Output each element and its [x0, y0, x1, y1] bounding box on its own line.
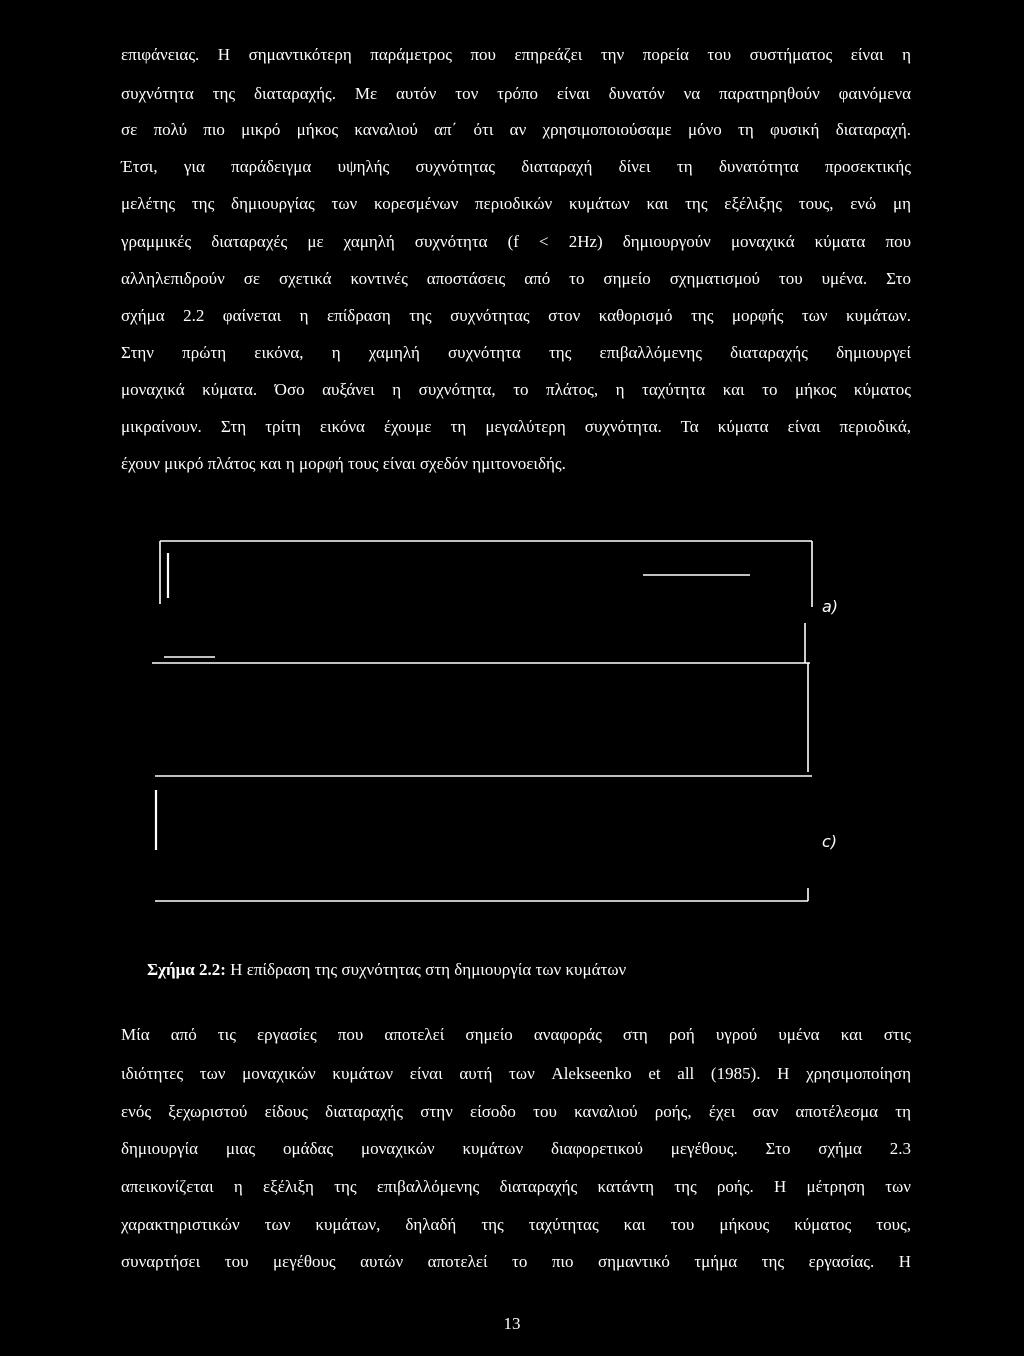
caption-label: Σχήμα 2.2:: [147, 960, 226, 979]
text-line: γραμμικές διαταραχές με χαμηλή συχνότητα (f < 2Hz) δημιουργούν μοναχικά κύματα που: [121, 232, 911, 251]
text-line: σχήμα 2.2 φαίνεται η επίδραση της συχνότητας στον καθορισμό της μορφής των κυμάτων.: [121, 306, 911, 325]
panel-b-trace: [152, 623, 812, 776]
figure-label-a: a): [822, 597, 839, 616]
text-line: συναρτήσει του μεγέθους αυτών αποτελεί το πιο σημαντικό τμήμα της εργασίας. Η: [121, 1252, 911, 1271]
text-line: μικραίνουν. Στη τρίτη εικόνα έχουμε τη μεγαλύτερη συχνότητα. Τα κύματα είναι περιοδικά,: [121, 417, 911, 436]
text-line: απεικονίζεται η εξέλιξη της επιβαλλόμενης διαταραχής κατάντη της ροής. Η μέτρηση των: [121, 1177, 911, 1196]
text-line: Μία από τις εργασίες που αποτελεί σημείο αναφοράς στη ροή υγρού υμένα και στις: [121, 1025, 911, 1044]
text-line: επιφάνειας. Η σημαντικότερη παράμετρος που επηρεάζει την πορεία του συστήματος είναι η: [121, 45, 911, 64]
text-line: μοναχικά κύματα. Όσο αυξάνει η συχνότητα, το πλάτος, η ταχύτητα και το μήκος κύματος: [121, 380, 911, 399]
text-line: σε πολύ πιο μικρό μήκος καναλιού απ΄ ότι αν χρησιμοποιούσαμε μόνο τη φυσική διαταραχή.: [121, 120, 911, 139]
text-line: χαρακτηριστικών των κυμάτων, δηλαδή της ταχύτητας και του μήκους κύματος τους,: [121, 1215, 911, 1234]
text-line: αλληλεπιδρούν σε σχετικά κοντινές αποστάσεις από το σημείο σχηματισμού του υμένα. Στο: [121, 269, 911, 288]
text-line: συχνότητα της διαταραχής. Με αυτόν τον τρόπο είναι δυνατόν να παρατηρηθούν φαινόμενα: [121, 84, 911, 103]
figure-caption: [147, 958, 626, 982]
text-line: δημιουργία μιας ομάδας μοναχικών κυμάτων διαφορετικού μεγέθους. Στο σχήμα 2.3: [121, 1139, 911, 1158]
caption-text: Η επίδραση της συχνότητας στη δημιουργία των κυμάτων: [225, 960, 627, 979]
text-line: ιδιότητες των μοναχικών κυμάτων είναι αυτή των Alekseenko et all (1985). Η χρησιμοποίηση: [121, 1064, 911, 1083]
panel-c-trace: [155, 790, 808, 901]
text-line: Στην πρώτη εικόνα, η χαμηλή συχνότητα της επιβαλλόμενης διαταραχής δημιουργεί: [121, 343, 911, 362]
text-line: μελέτης της δημιουργίας των κορεσμένων περιοδικών κυμάτων και της εξέλιξης τους, ενώ μη: [121, 194, 911, 213]
text-line: έχουν μικρό πλάτος και η μορφή τους είναι σχεδόν ημιτονοειδής.: [121, 454, 566, 473]
text-line: ενός ξεχωριστού είδους διαταραχής στην είσοδο του καναλιού ροής, έχει σαν αποτέλεσμα τη: [121, 1102, 911, 1121]
page-number: 13: [503, 1314, 521, 1333]
text-line: Έτσι, για παράδειγμα υψηλής συχνότητας διαταραχή δίνει τη δυνατότητα προσεκτικής: [121, 157, 911, 176]
figure-label-c: c): [822, 832, 838, 851]
panel-a-trace: [160, 541, 812, 607]
